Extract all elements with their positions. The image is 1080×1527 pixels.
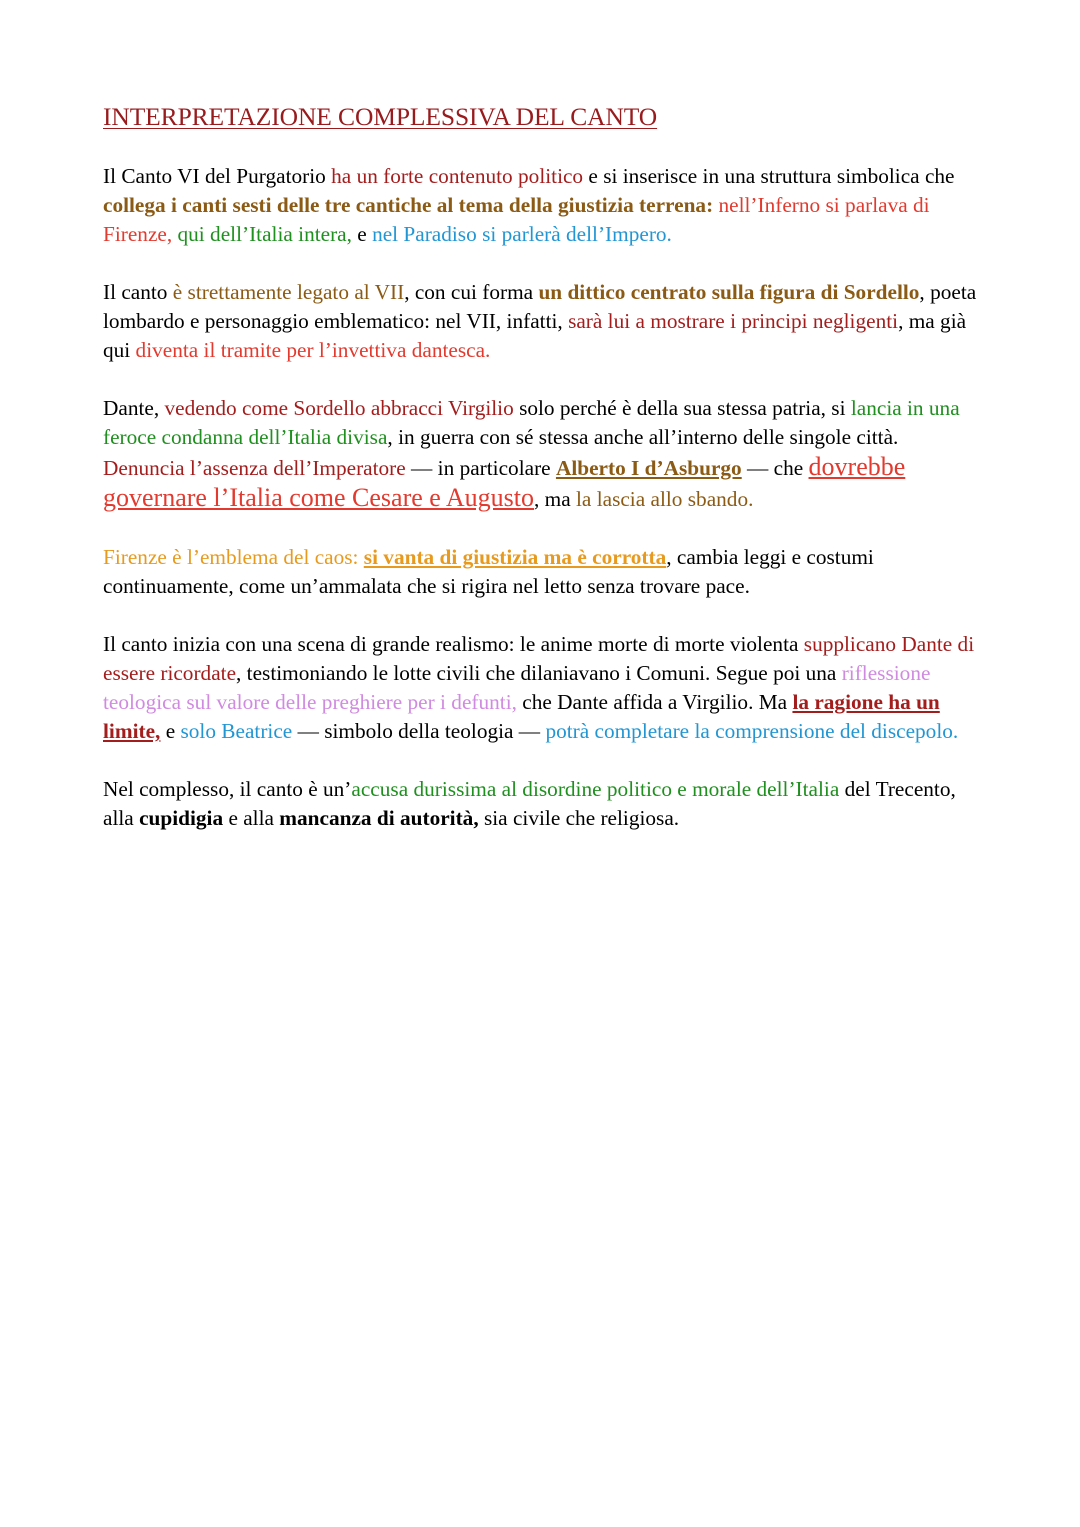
text-segment-highlight: Firenze è l’emblema del caos: — [103, 545, 364, 569]
text-segment: Il canto inizia con una scena di grande realismo: le anime morte di morte violenta — [103, 632, 804, 656]
text-segment-bold: collega i canti sesti delle tre cantiche al tema della giustizia terrena: — [103, 193, 714, 217]
paragraph-4 — [103, 543, 983, 601]
text-segment-large-underlined: dovrebbe governare l’Italia come Cesare e Augusto — [103, 452, 906, 512]
text-segment: , ma — [534, 487, 576, 511]
text-segment-highlight: Denuncia l’assenza dell’Imperatore — [103, 456, 406, 480]
text-segment-highlight: nel Paradiso si parlerà dell’Impero. — [372, 222, 672, 246]
text-segment-highlight: qui dell’Italia intera, — [172, 222, 352, 246]
text-segment: — in particolare — [405, 456, 556, 480]
text-segment: Il Canto VI del Purgatorio — [103, 164, 332, 188]
text-segment-highlight: solo Beatrice — [180, 719, 293, 743]
text-segment: solo perché è della sua stessa patria, si — [513, 396, 851, 420]
paragraph-5 — [103, 630, 983, 746]
text-segment-highlight: vedendo come Sordello abbracci Virgilio — [164, 396, 514, 420]
text-segment: , in guerra con sé stessa anche all’interno delle singole città. — [387, 425, 899, 449]
paragraph-2 — [103, 278, 983, 365]
text-segment: e alla — [223, 806, 280, 830]
text-segment: sia civile che religiosa. — [478, 806, 680, 830]
text-segment-highlight: è strettamente legato al VII — [172, 280, 405, 304]
text-segment-highlight: potrà completare la comprensione del discepolo. — [545, 719, 959, 743]
text-segment: — che — [741, 456, 809, 480]
text-segment-highlight: accusa durissima al disordine politico e morale dell’Italia — [351, 777, 840, 801]
text-segment-highlight: diventa il tramite per l’invettiva dantesca. — [135, 338, 491, 362]
text-segment: e — [351, 222, 373, 246]
document-title: INTERPRETAZIONE COMPLESSIVA DEL CANTO — [103, 102, 658, 131]
text-segment: e — [160, 719, 181, 743]
text-segment: , poeta lombardo e personaggio emblematico: nel VII, infatti, — [103, 280, 977, 333]
text-segment-highlight: sarà lui a mostrare i principi negligenti — [568, 309, 899, 333]
text-segment: — simbolo della teologia — — [292, 719, 546, 743]
text-segment-highlight: riflessione teologica sul valore delle preghiere per i defunti, — [103, 661, 931, 714]
text-segment-bold-underlined: Alberto I d’Asburgo — [555, 456, 742, 480]
text-segment: , cambia leggi e costumi continuamente, come un’ammalata che si rigira nel letto senza trovare pace. — [103, 545, 874, 598]
text-segment: del Trecento, alla — [103, 777, 956, 830]
paragraph-3 — [103, 394, 983, 514]
document-page — [103, 100, 983, 862]
text-segment-highlight: la lascia allo sbando. — [576, 487, 754, 511]
paragraph-1 — [103, 162, 983, 249]
text-segment: , ma già qui — [103, 309, 967, 362]
text-segment: e si inserisce in una struttura simbolica che — [583, 164, 955, 188]
text-segment-highlight: ha un forte contenuto politico — [331, 164, 584, 188]
text-segment-highlight: nell’Inferno si parlava di Firenze, — [103, 193, 930, 246]
text-segment: Dante, — [103, 396, 165, 420]
text-segment-bold: un dittico centrato sulla figura di Sordello — [538, 280, 920, 304]
text-segment: , con cui forma — [404, 280, 539, 304]
text-segment-highlight: supplicano Dante di essere ricordate — [103, 632, 975, 685]
paragraph-6 — [103, 775, 983, 833]
text-segment: che Dante affida a Virgilio. Ma — [516, 690, 793, 714]
text-segment-bold: cupidigia — [139, 806, 224, 830]
text-segment: , testimoniando le lotte civili che dilaniavano i Comuni. Segue poi una — [236, 661, 842, 685]
text-segment-highlight: lancia in una feroce condanna dell’Italia divisa — [103, 396, 960, 449]
text-segment-bold-underlined: la ragione ha un limite, — [103, 690, 940, 743]
text-segment: Nel complesso, il canto è un’ — [103, 777, 352, 801]
text-segment-bold-underlined: si vanta di giustizia ma è corrotta — [363, 545, 667, 569]
text-segment: Il canto — [103, 280, 173, 304]
text-segment-bold: mancanza di autorità, — [279, 806, 479, 830]
